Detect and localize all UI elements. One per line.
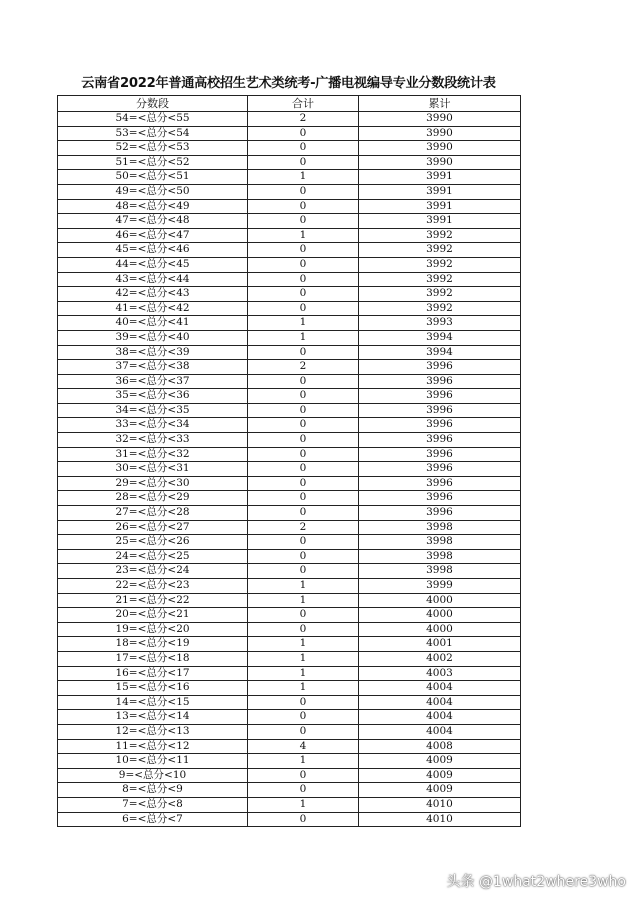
cell-cumulative: 3991 xyxy=(359,214,521,229)
cell-count: 0 xyxy=(248,214,359,229)
table-row xyxy=(58,506,521,521)
cell-count: 1 xyxy=(248,681,359,696)
cell-score-range: 20=<总分<21 xyxy=(58,608,248,623)
cell-cumulative: 3990 xyxy=(359,155,521,170)
table-row xyxy=(58,272,521,287)
cell-score-range: 6=<总分<7 xyxy=(58,812,248,827)
table-row xyxy=(58,695,521,710)
cell-score-range: 12=<总分<13 xyxy=(58,724,248,739)
cell-count: 0 xyxy=(248,287,359,302)
cell-count: 0 xyxy=(248,155,359,170)
table-row xyxy=(58,316,521,331)
cell-cumulative: 4001 xyxy=(359,637,521,652)
cell-score-range: 35=<总分<36 xyxy=(58,389,248,404)
cell-score-range: 46=<总分<47 xyxy=(58,228,248,243)
cell-cumulative: 3996 xyxy=(359,506,521,521)
cell-score-range: 15=<总分<16 xyxy=(58,681,248,696)
cell-score-range: 16=<总分<17 xyxy=(58,666,248,681)
cell-cumulative: 4009 xyxy=(359,754,521,769)
table-row xyxy=(58,797,521,812)
cell-score-range: 8=<总分<9 xyxy=(58,783,248,798)
table-body xyxy=(58,112,521,827)
cell-cumulative: 3992 xyxy=(359,257,521,272)
cell-score-range: 33=<总分<34 xyxy=(58,418,248,433)
cell-count: 0 xyxy=(248,783,359,798)
cell-count: 0 xyxy=(248,812,359,827)
table-row xyxy=(58,622,521,637)
cell-count: 2 xyxy=(248,360,359,375)
cell-score-range: 32=<总分<33 xyxy=(58,433,248,448)
cell-count: 1 xyxy=(248,316,359,331)
cell-score-range: 50=<总分<51 xyxy=(58,170,248,185)
cell-count: 0 xyxy=(248,506,359,521)
cell-cumulative: 3998 xyxy=(359,520,521,535)
cell-score-range: 36=<总分<37 xyxy=(58,374,248,389)
cell-score-range: 44=<总分<45 xyxy=(58,257,248,272)
cell-cumulative: 3991 xyxy=(359,199,521,214)
cell-cumulative: 4000 xyxy=(359,608,521,623)
cell-count: 1 xyxy=(248,593,359,608)
score-table xyxy=(57,95,521,827)
cell-count: 0 xyxy=(248,768,359,783)
cell-cumulative: 3999 xyxy=(359,579,521,594)
cell-count: 0 xyxy=(248,622,359,637)
cell-score-range: 29=<总分<30 xyxy=(58,476,248,491)
cell-cumulative: 3992 xyxy=(359,301,521,316)
cell-score-range: 37=<总分<38 xyxy=(58,360,248,375)
cell-count: 1 xyxy=(248,579,359,594)
cell-cumulative: 3994 xyxy=(359,330,521,345)
cell-cumulative: 3990 xyxy=(359,112,521,127)
cell-score-range: 51=<总分<52 xyxy=(58,155,248,170)
cell-cumulative: 4004 xyxy=(359,724,521,739)
cell-count: 0 xyxy=(248,374,359,389)
cell-count: 0 xyxy=(248,257,359,272)
cell-count: 0 xyxy=(248,724,359,739)
cell-count: 2 xyxy=(248,112,359,127)
cell-score-range: 10=<总分<11 xyxy=(58,754,248,769)
cell-cumulative: 4010 xyxy=(359,797,521,812)
cell-count: 1 xyxy=(248,666,359,681)
cell-count: 0 xyxy=(248,535,359,550)
cell-count: 0 xyxy=(248,695,359,710)
cell-cumulative: 3998 xyxy=(359,564,521,579)
table-row xyxy=(58,243,521,258)
cell-count: 1 xyxy=(248,330,359,345)
cell-score-range: 52=<总分<53 xyxy=(58,141,248,156)
cell-count: 0 xyxy=(248,447,359,462)
table-row xyxy=(58,155,521,170)
table-row xyxy=(58,564,521,579)
cell-count: 0 xyxy=(248,608,359,623)
cell-score-range: 26=<总分<27 xyxy=(58,520,248,535)
cell-score-range: 14=<总分<15 xyxy=(58,695,248,710)
cell-count: 1 xyxy=(248,170,359,185)
cell-cumulative: 3992 xyxy=(359,228,521,243)
cell-cumulative: 4009 xyxy=(359,768,521,783)
cell-score-range: 13=<总分<14 xyxy=(58,710,248,725)
table-row xyxy=(58,724,521,739)
cell-score-range: 41=<总分<42 xyxy=(58,301,248,316)
cell-score-range: 23=<总分<24 xyxy=(58,564,248,579)
cell-count: 0 xyxy=(248,564,359,579)
table-row xyxy=(58,287,521,302)
table-row xyxy=(58,462,521,477)
cell-score-range: 42=<总分<43 xyxy=(58,287,248,302)
cell-score-range: 40=<总分<41 xyxy=(58,316,248,331)
table-row xyxy=(58,593,521,608)
cell-cumulative: 3992 xyxy=(359,287,521,302)
cell-score-range: 24=<总分<25 xyxy=(58,549,248,564)
cell-count: 0 xyxy=(248,389,359,404)
cell-count: 0 xyxy=(248,462,359,477)
cell-cumulative: 3990 xyxy=(359,126,521,141)
cell-score-range: 49=<总分<50 xyxy=(58,184,248,199)
cell-count: 2 xyxy=(248,520,359,535)
cell-count: 0 xyxy=(248,433,359,448)
cell-count: 1 xyxy=(248,651,359,666)
table-row xyxy=(58,608,521,623)
cell-cumulative: 4000 xyxy=(359,593,521,608)
table-row xyxy=(58,681,521,696)
table-row xyxy=(58,228,521,243)
cell-count: 0 xyxy=(248,418,359,433)
cell-cumulative: 3998 xyxy=(359,535,521,550)
cell-score-range: 48=<总分<49 xyxy=(58,199,248,214)
cell-count: 0 xyxy=(248,549,359,564)
cell-count: 1 xyxy=(248,637,359,652)
cell-count: 0 xyxy=(248,126,359,141)
cell-cumulative: 3996 xyxy=(359,447,521,462)
table-row xyxy=(58,651,521,666)
cell-count: 0 xyxy=(248,476,359,491)
cell-score-range: 54=<总分<55 xyxy=(58,112,248,127)
cell-cumulative: 3996 xyxy=(359,374,521,389)
cell-cumulative: 3998 xyxy=(359,549,521,564)
cell-score-range: 19=<总分<20 xyxy=(58,622,248,637)
table-row xyxy=(58,549,521,564)
table-row xyxy=(58,126,521,141)
table-row xyxy=(58,141,521,156)
table-row xyxy=(58,112,521,127)
table-row xyxy=(58,754,521,769)
table-row xyxy=(58,345,521,360)
cell-score-range: 9=<总分<10 xyxy=(58,768,248,783)
table-row xyxy=(58,199,521,214)
cell-score-range: 53=<总分<54 xyxy=(58,126,248,141)
cell-score-range: 25=<总分<26 xyxy=(58,535,248,550)
header-count: 合计 xyxy=(248,96,359,112)
page-title: 云南省2022年普通高校招生艺术类统考-广播电视编导专业分数段统计表 xyxy=(81,76,496,91)
table-header-row xyxy=(58,96,521,112)
cell-cumulative: 3996 xyxy=(359,389,521,404)
table-row xyxy=(58,491,521,506)
cell-cumulative: 3996 xyxy=(359,360,521,375)
cell-cumulative: 3990 xyxy=(359,141,521,156)
cell-cumulative: 3991 xyxy=(359,170,521,185)
cell-cumulative: 3996 xyxy=(359,433,521,448)
cell-cumulative: 3994 xyxy=(359,345,521,360)
cell-score-range: 11=<总分<12 xyxy=(58,739,248,754)
table-row xyxy=(58,768,521,783)
table-row xyxy=(58,301,521,316)
table-row xyxy=(58,535,521,550)
cell-cumulative: 3996 xyxy=(359,403,521,418)
cell-score-range: 27=<总分<28 xyxy=(58,506,248,521)
cell-count: 0 xyxy=(248,272,359,287)
cell-score-range: 47=<总分<48 xyxy=(58,214,248,229)
cell-cumulative: 3996 xyxy=(359,476,521,491)
cell-cumulative: 3992 xyxy=(359,272,521,287)
table-row xyxy=(58,374,521,389)
cell-count: 0 xyxy=(248,184,359,199)
table-row xyxy=(58,418,521,433)
cell-count: 1 xyxy=(248,228,359,243)
cell-score-range: 7=<总分<8 xyxy=(58,797,248,812)
cell-score-range: 30=<总分<31 xyxy=(58,462,248,477)
cell-count: 0 xyxy=(248,403,359,418)
cell-score-range: 43=<总分<44 xyxy=(58,272,248,287)
cell-count: 0 xyxy=(248,491,359,506)
table-row xyxy=(58,739,521,754)
cell-score-range: 22=<总分<23 xyxy=(58,579,248,594)
table-row xyxy=(58,476,521,491)
cell-count: 0 xyxy=(248,141,359,156)
cell-cumulative: 4004 xyxy=(359,681,521,696)
cell-cumulative: 4000 xyxy=(359,622,521,637)
table-row xyxy=(58,214,521,229)
table-row xyxy=(58,812,521,827)
watermark: 头条 @1what2where3who xyxy=(446,874,626,890)
cell-count: 0 xyxy=(248,199,359,214)
cell-score-range: 28=<总分<29 xyxy=(58,491,248,506)
cell-cumulative: 3991 xyxy=(359,184,521,199)
table-row xyxy=(58,783,521,798)
cell-cumulative: 4010 xyxy=(359,812,521,827)
table-row xyxy=(58,257,521,272)
table-row xyxy=(58,389,521,404)
table-row xyxy=(58,666,521,681)
cell-count: 1 xyxy=(248,797,359,812)
header-cumulative: 累计 xyxy=(359,96,521,112)
cell-score-range: 39=<总分<40 xyxy=(58,330,248,345)
cell-cumulative: 4004 xyxy=(359,710,521,725)
cell-cumulative: 3992 xyxy=(359,243,521,258)
table-row xyxy=(58,710,521,725)
cell-score-range: 45=<总分<46 xyxy=(58,243,248,258)
table-row xyxy=(58,433,521,448)
table-row xyxy=(58,330,521,345)
cell-cumulative: 4003 xyxy=(359,666,521,681)
table-row xyxy=(58,360,521,375)
cell-cumulative: 4008 xyxy=(359,739,521,754)
table-row xyxy=(58,637,521,652)
cell-cumulative: 3993 xyxy=(359,316,521,331)
cell-cumulative: 4002 xyxy=(359,651,521,666)
table-row xyxy=(58,170,521,185)
table-row xyxy=(58,184,521,199)
cell-score-range: 21=<总分<22 xyxy=(58,593,248,608)
table-row xyxy=(58,520,521,535)
cell-count: 0 xyxy=(248,301,359,316)
cell-count: 0 xyxy=(248,710,359,725)
cell-cumulative: 3996 xyxy=(359,462,521,477)
cell-score-range: 18=<总分<19 xyxy=(58,637,248,652)
cell-score-range: 34=<总分<35 xyxy=(58,403,248,418)
cell-score-range: 38=<总分<39 xyxy=(58,345,248,360)
cell-count: 4 xyxy=(248,739,359,754)
table-row xyxy=(58,579,521,594)
cell-score-range: 31=<总分<32 xyxy=(58,447,248,462)
cell-count: 0 xyxy=(248,345,359,360)
cell-count: 1 xyxy=(248,754,359,769)
cell-cumulative: 4004 xyxy=(359,695,521,710)
header-score-range: 分数段 xyxy=(58,96,248,112)
cell-cumulative: 3996 xyxy=(359,491,521,506)
cell-cumulative: 3996 xyxy=(359,418,521,433)
cell-count: 0 xyxy=(248,243,359,258)
table-row xyxy=(58,447,521,462)
table-row xyxy=(58,403,521,418)
cell-cumulative: 4009 xyxy=(359,783,521,798)
cell-score-range: 17=<总分<18 xyxy=(58,651,248,666)
